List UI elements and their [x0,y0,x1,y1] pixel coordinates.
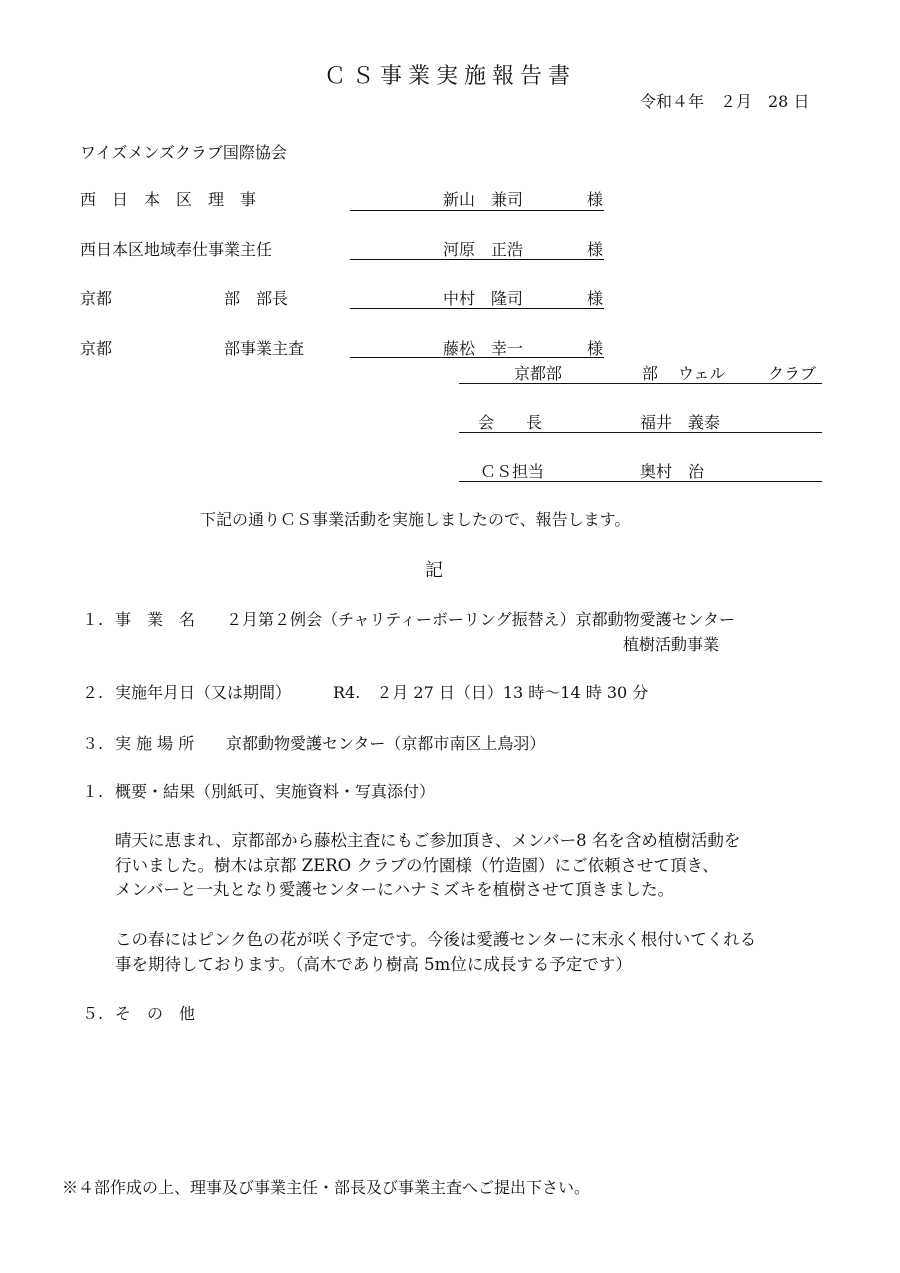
underline [459,383,822,384]
item-value: 京都動物愛護センター（京都市南区上鳥羽） [226,734,546,753]
footer-note: ※４部作成の上、理事及び事業主任・部長及び事業主査へご提出下さい。 [62,1178,591,1197]
recipient-role: 西 日 本 区 理 事 [80,190,257,209]
president-name: 福井 義泰 [640,413,721,432]
recipient-name: 藤松 幸一 [443,339,524,358]
recipient-honorific: 様 [587,289,604,308]
president-label: 会 長 [478,413,543,432]
item-number: ２. [82,683,104,702]
recipient-name: 中村 隆司 [443,289,524,308]
item-number: ３. [82,734,104,753]
intro-text: 下記の通りＣＳ事業活動を実施しましたので、報告します。 [200,510,631,529]
summary-line: メンバーと一丸となり愛護センターにハナミズキを植樹させて頂きました。 [115,880,675,899]
report-date: 令和４年 ２月 28 日 [640,92,810,111]
recipient-role-suffix: 部事業主査 [224,339,305,358]
summary-line: 行いました。樹木は京都 ZERO クラブの竹園様（竹造園）にご依頼させて頂き、 [115,856,719,875]
document-title: ＣＳ事業実施報告書 [323,64,576,89]
recipient-role-prefix: 京都 [80,339,113,358]
item-value: ２月第２例会（チャリティーボーリング振替え）京都動物愛護センター [226,610,735,629]
underline [350,210,604,211]
item-label: 事 業 名 [115,610,196,629]
sender-division: 京都部 [514,364,563,383]
recipient-honorific: 様 [587,240,604,259]
recipient-name: 新山 兼司 [443,190,524,209]
summary-line: この春にはピンク色の花が咲く予定です。今後は愛護センターに末永く根付いてくれる [115,930,757,949]
item-value-continued: 植樹活動事業 [623,635,720,654]
item-label: そ の 他 [115,1004,196,1023]
item-value: R4. ２月 27 日（日）13 時～14 時 30 分 [333,683,649,702]
ki-heading: 記 [425,560,443,581]
recipient-role-suffix: 部 部長 [224,289,289,308]
summary-line: 晴天に恵まれ、京都部から藤松主査にもご参加頂き、メンバー8 名を含め植樹活動を [115,831,741,850]
recipient-name: 河原 正浩 [443,240,524,259]
recipient-role-prefix: 京都 [80,289,113,308]
recipient-role: 西日本区地域奉仕事業主任 [80,240,273,259]
underline [459,432,822,433]
item-label: 実 施 場 所 [115,734,195,753]
sender-club-suffix: クラブ [768,364,817,383]
cs-name: 奥村 治 [640,462,705,481]
item-number: １. [82,782,104,801]
cs-label: ＣＳ担当 [480,462,545,481]
underline [459,481,822,482]
organization-name: ワイズメンズクラブ国際協会 [80,143,287,162]
sender-club-name: ウェル [678,364,726,383]
item-number: １. [82,610,104,629]
item-number: ５. [82,1004,104,1023]
summary-line: 事を期待しております。（高木であり樹高 5m位に成長する予定です） [115,955,632,974]
sender-club-prefix: 部 [642,364,659,383]
item-label: 実施年月日（又は期間） [115,683,292,702]
recipient-honorific: 様 [587,190,604,209]
recipient-honorific: 様 [587,339,604,358]
item-label: 概要・結果（別紙可、実施資料・写真添付） [115,782,436,801]
